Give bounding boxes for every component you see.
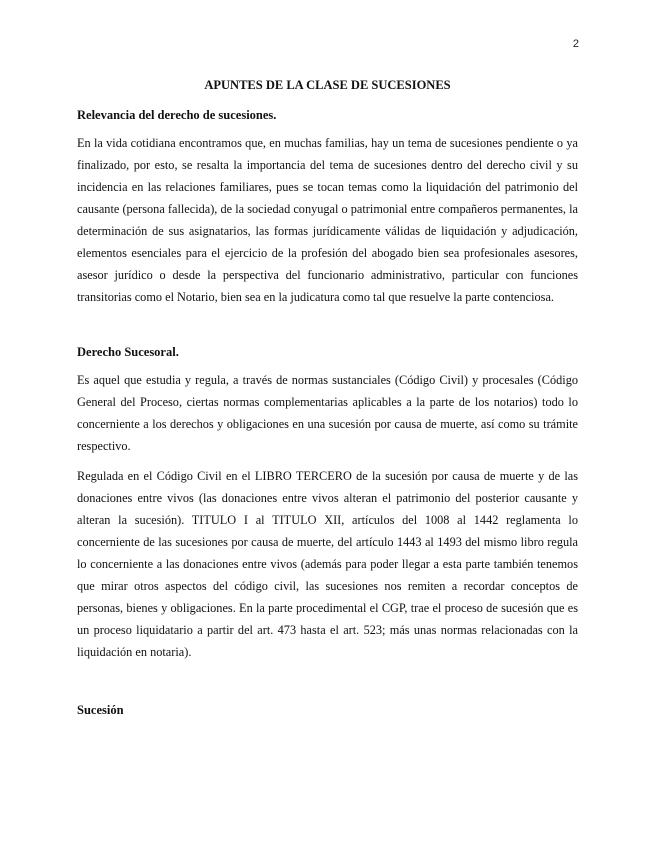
- paragraph-relevancia: En la vida cotidiana encontramos que, en muchas familias, hay un tema de sucesiones pendiente o ya finalizado, por esto, se resalta la importancia del tema de sucesiones dentro del derecho civil y su incidencia en las relaciones familiares, pues se tocan temas como la liquidación del patrimonio del causante (persona fallecida), de la sociedad conyugal o patrimonial entre compañeros permanentes, la determinación de sus asignatarios, las formas jurídicamente válidas de liquidación y adjudicación, elementos esenciales para el ejercicio de la profesión del abogado bien sea profesionales asesores, asesor jurídico o desde la perspectiva del funcionario administrativo, particular con funciones transitorias como el Notario, bien sea en la judicatura como tal que resuelve la parte contenciosa.: [77, 136, 578, 304]
- spacer: [77, 457, 578, 465]
- section-heading-derecho-sucesoral: Derecho Sucesoral.: [77, 345, 179, 359]
- paragraph-derecho-sucesoral-regulacion: Regulada en el Código Civil en el LIBRO TERCERO de la sucesión por causa de muerte y de las donaciones entre vivos (las donaciones entre vivos alteran el patrimonio del posterior causante y alteran la sucesión). TITULO I al TITULO XII, artículos del 1008 al 1442 reglamenta lo concerniente de las sucesiones por causa de muerte, del artículo 1443 al 1493 del mismo libro regula lo concerniente a las donaciones entre vivos (además para poder llegar a esta parte también tenemos que mirar otros aspectos del código civil, las sucesiones nos remiten a recordar conceptos de personas, bienes y obligaciones. En la parte procedimental el CGP, trae el proceso de sucesión que es un proceso liquidatario a partir del art. 473 hasta el art. 523; más unas normas relacionadas con la liquidación en notaria).: [77, 469, 578, 659]
- document-title: APUNTES DE LA CLASE DE SUCESIONES: [204, 78, 451, 92]
- spacer: [77, 308, 578, 344]
- page-number: 2: [572, 38, 579, 50]
- document-body: [77, 77, 578, 718]
- spacer: [77, 663, 578, 702]
- section-heading-relevancia: Relevancia del derecho de sucesiones.: [77, 108, 277, 122]
- paragraph-derecho-sucesoral-definicion: Es aquel que estudia y regula, a través de normas sustanciales (Código Civil) y procesales (Código General del Proceso, ciertas normas complementarias aplicables a la parte de los notarios) todo lo concerniente a los derechos y obligaciones en una sucesión por causa de muerte, así como su trámite respectivo.: [77, 373, 578, 453]
- section-heading-sucesion: Sucesión: [77, 703, 124, 717]
